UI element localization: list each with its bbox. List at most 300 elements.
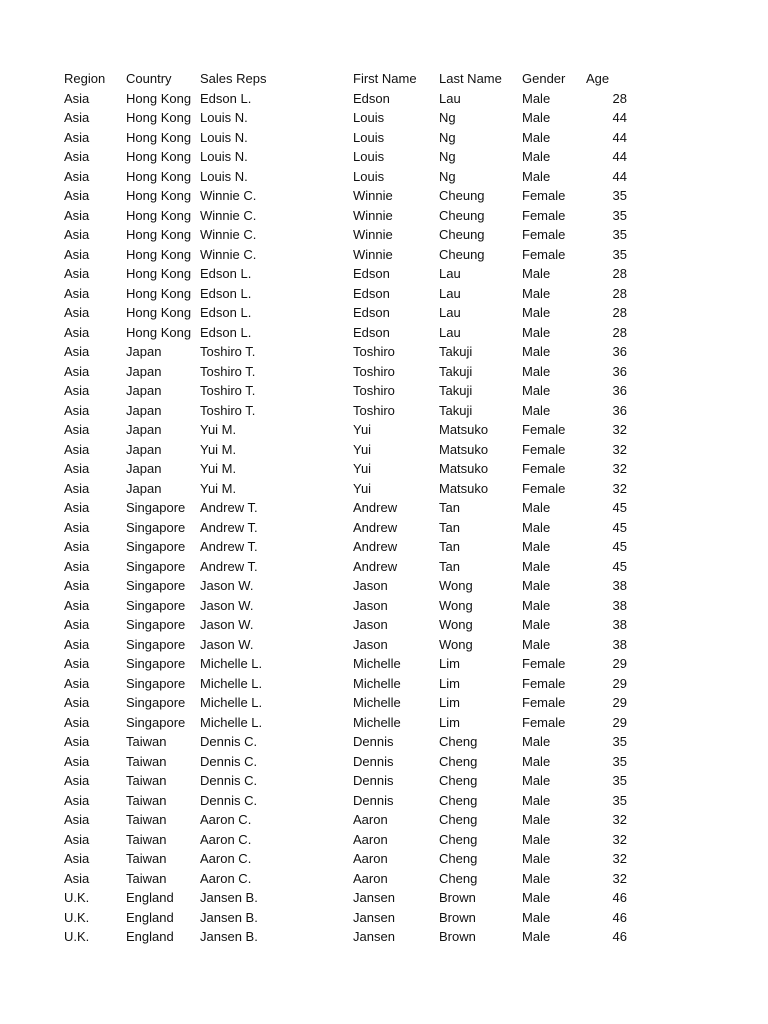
region-cell: Asia: [64, 227, 90, 242]
last-name-cell: Tan: [439, 519, 460, 535]
region-cell: U.K.: [64, 890, 90, 905]
sales-rep-cell: Yui M.: [200, 461, 237, 476]
table-row: [64, 752, 627, 772]
region-cell: Asia: [64, 344, 90, 359]
country-cell: Hong Kong: [126, 227, 192, 242]
last-name-cell: Lau: [439, 90, 461, 106]
country-cell: Hong Kong: [126, 305, 192, 320]
table-row: [64, 323, 627, 343]
age-cell: 35: [612, 773, 627, 788]
sales-rep-cell: Jason W.: [200, 617, 254, 632]
country-cell: Hong Kong: [126, 285, 192, 301]
age-cell: 28: [612, 305, 627, 320]
last-name-cell: Takuji: [439, 363, 473, 379]
last-name-cell: Cheng: [439, 831, 478, 847]
gender-cell: Male: [522, 812, 551, 827]
region-cell: Asia: [64, 90, 90, 106]
sales-rep-cell: Toshiro T.: [200, 344, 256, 359]
country-cell: Singapore: [126, 578, 186, 593]
country-cell: Singapore: [126, 714, 186, 730]
sales-rep-cell: Andrew T.: [200, 558, 258, 574]
gender-cell: Male: [522, 344, 551, 359]
last-name-cell: Cheng: [439, 870, 478, 886]
sales-rep-cell: Louis N.: [200, 110, 248, 125]
age-cell: 32: [612, 812, 627, 827]
region-cell: Asia: [64, 617, 90, 632]
gender-cell: Male: [522, 578, 551, 593]
country-cell: Japan: [126, 461, 162, 476]
table-row: [64, 615, 627, 635]
last-name-cell: Ng: [439, 149, 456, 164]
gender-cell: Male: [522, 363, 551, 379]
table-row: [64, 264, 627, 284]
first-name-cell: Yui: [353, 422, 372, 437]
last-name-cell: Tan: [439, 539, 460, 554]
first-name-cell: Edson: [353, 285, 390, 301]
table-row: [64, 186, 627, 206]
sales-rep-cell: Edson L.: [200, 266, 252, 281]
last-name-cell: Wong: [439, 578, 473, 593]
first-name-cell: Jansen: [353, 909, 395, 925]
gender-cell: Female: [522, 246, 566, 262]
first-name-cell: Jason: [353, 597, 388, 613]
last-name-cell: Lau: [439, 305, 461, 320]
last-name-cell: Lim: [439, 714, 460, 730]
table-row: [64, 693, 627, 713]
gender-cell: Female: [522, 207, 566, 223]
table-row: [64, 732, 627, 752]
sales-rep-cell: Aaron C.: [200, 870, 252, 886]
first-name-cell: Aaron: [353, 831, 388, 847]
last-name-cell: Tan: [439, 500, 460, 515]
region-cell: Asia: [64, 519, 90, 535]
sales-rep-cell: Jason W.: [200, 578, 254, 593]
region-cell: Asia: [64, 578, 90, 593]
region-cell: Asia: [64, 773, 90, 788]
country-cell: Singapore: [126, 617, 186, 632]
gender-cell: Male: [522, 500, 551, 515]
gender-cell: Female: [522, 695, 566, 710]
region-cell: Asia: [64, 792, 90, 808]
gender-cell: Male: [522, 909, 551, 925]
region-cell: Asia: [64, 480, 90, 496]
gender-cell: Male: [522, 129, 551, 145]
country-cell: Japan: [126, 422, 162, 437]
country-cell: Hong Kong: [126, 149, 192, 164]
gender-cell: Male: [522, 597, 551, 613]
region-cell: Asia: [64, 695, 90, 710]
country-cell: Taiwan: [126, 773, 167, 788]
age-cell: 28: [612, 266, 627, 281]
first-name-cell: Yui: [353, 480, 372, 496]
region-cell: Asia: [64, 246, 90, 262]
table-row: [64, 498, 627, 518]
region-cell: Asia: [64, 441, 90, 457]
gender-cell: Female: [522, 188, 566, 203]
age-cell: 29: [612, 675, 627, 691]
first-name-cell: Winnie: [353, 188, 393, 203]
sales-rep-cell: Jansen B.: [200, 909, 258, 925]
table-row: [64, 147, 627, 167]
age-cell: 29: [612, 714, 627, 730]
age-cell: 28: [612, 324, 627, 340]
first-name-cell: Louis: [353, 168, 385, 184]
age-cell: 46: [612, 890, 627, 905]
first-name-cell: Jason: [353, 578, 388, 593]
first-name-cell: Edson: [353, 305, 390, 320]
sales-rep-cell: Yui M.: [200, 422, 237, 437]
region-cell: Asia: [64, 305, 90, 320]
gender-cell: Male: [522, 305, 551, 320]
table-row: [64, 342, 627, 362]
age-cell: 32: [612, 461, 627, 476]
country-cell: Japan: [126, 402, 162, 418]
age-cell: 45: [612, 558, 627, 574]
table-row: [64, 791, 627, 811]
sales-rep-cell: Jansen B.: [200, 929, 258, 944]
sales-rep-cell: Jason W.: [200, 597, 254, 613]
first-name-cell: Jansen: [353, 929, 395, 944]
sales-rep-cell: Yui M.: [200, 480, 237, 496]
region-cell: U.K.: [64, 909, 90, 925]
table-row: [64, 479, 627, 499]
first-name-cell: Louis: [353, 149, 385, 164]
header-last-name: Last Name: [439, 71, 502, 86]
last-name-cell: Brown: [439, 890, 476, 905]
table-row: [64, 908, 627, 928]
sales-rep-cell: Edson L.: [200, 324, 252, 340]
gender-cell: Male: [522, 773, 551, 788]
table-row: [64, 830, 627, 850]
gender-cell: Male: [522, 519, 551, 535]
first-name-cell: Dennis: [353, 792, 394, 808]
age-cell: 35: [612, 753, 627, 769]
country-cell: Taiwan: [126, 792, 167, 808]
gender-cell: Male: [522, 929, 551, 944]
table-row: [64, 108, 627, 128]
sales-rep-cell: Yui M.: [200, 441, 237, 457]
gender-cell: Male: [522, 870, 551, 886]
region-cell: Asia: [64, 363, 90, 379]
sales-rep-cell: Dennis C.: [200, 753, 258, 769]
last-name-cell: Brown: [439, 929, 476, 944]
gender-cell: Female: [522, 480, 566, 496]
gender-cell: Male: [522, 792, 551, 808]
first-name-cell: Winnie: [353, 246, 393, 262]
sales-rep-cell: Andrew T.: [200, 519, 258, 535]
age-cell: 36: [612, 383, 627, 398]
country-cell: Singapore: [126, 539, 186, 554]
last-name-cell: Cheung: [439, 207, 485, 223]
first-name-cell: Toshiro: [353, 363, 395, 379]
table-row: [64, 459, 627, 479]
age-cell: 46: [612, 929, 627, 944]
region-cell: Asia: [64, 500, 90, 515]
age-cell: 35: [612, 188, 627, 203]
age-cell: 36: [612, 363, 627, 379]
gender-cell: Male: [522, 831, 551, 847]
country-cell: England: [126, 890, 174, 905]
last-name-cell: Cheung: [439, 227, 485, 242]
sales-rep-cell: Dennis C.: [200, 734, 258, 749]
region-cell: Asia: [64, 851, 90, 866]
country-cell: Taiwan: [126, 851, 167, 866]
table-row: [64, 869, 627, 889]
gender-cell: Male: [522, 636, 551, 652]
region-cell: Asia: [64, 636, 90, 652]
table-row: [64, 245, 627, 265]
sales-rep-cell: Toshiro T.: [200, 402, 256, 418]
gender-cell: Male: [522, 402, 551, 418]
country-cell: Singapore: [126, 519, 186, 535]
gender-cell: Male: [522, 753, 551, 769]
region-cell: Asia: [64, 831, 90, 847]
region-cell: Asia: [64, 597, 90, 613]
region-cell: Asia: [64, 656, 90, 671]
age-cell: 44: [612, 129, 627, 145]
age-cell: 38: [612, 636, 627, 652]
age-cell: 35: [612, 246, 627, 262]
table-row: [64, 927, 627, 947]
sales-rep-cell: Aaron C.: [200, 812, 252, 827]
age-cell: 32: [612, 831, 627, 847]
gender-cell: Female: [522, 656, 566, 671]
gender-cell: Male: [522, 324, 551, 340]
last-name-cell: Matsuko: [439, 441, 489, 457]
region-cell: U.K.: [64, 929, 90, 944]
first-name-cell: Andrew: [353, 558, 398, 574]
first-name-cell: Louis: [353, 110, 385, 125]
last-name-cell: Wong: [439, 617, 473, 632]
sales-rep-cell: Edson L.: [200, 285, 252, 301]
country-cell: Hong Kong: [126, 266, 192, 281]
first-name-cell: Winnie: [353, 227, 393, 242]
last-name-cell: Cheng: [439, 792, 478, 808]
gender-cell: Male: [522, 383, 551, 398]
first-name-cell: Dennis: [353, 734, 394, 749]
last-name-cell: Matsuko: [439, 422, 489, 437]
gender-cell: Female: [522, 227, 566, 242]
age-cell: 36: [612, 344, 627, 359]
gender-cell: Female: [522, 714, 566, 730]
age-cell: 45: [612, 519, 627, 535]
table-row: [64, 89, 627, 109]
table-row: [64, 713, 627, 733]
country-cell: Japan: [126, 480, 162, 496]
region-cell: Asia: [64, 266, 90, 281]
age-cell: 35: [612, 227, 627, 242]
gender-cell: Male: [522, 734, 551, 749]
country-cell: Taiwan: [126, 831, 167, 847]
gender-cell: Male: [522, 851, 551, 866]
region-cell: Asia: [64, 422, 90, 437]
sales-rep-cell: Aaron C.: [200, 851, 252, 866]
first-name-cell: Edson: [353, 266, 390, 281]
table-row: [64, 401, 627, 421]
table-row: [64, 576, 627, 596]
header-first-name: First Name: [353, 71, 417, 86]
last-name-cell: Matsuko: [439, 461, 489, 476]
sales-rep-cell: Jason W.: [200, 636, 254, 652]
last-name-cell: Cheung: [439, 246, 485, 262]
header-country: Country: [126, 71, 172, 86]
table-row: [64, 381, 627, 401]
age-cell: 32: [612, 480, 627, 496]
first-name-cell: Jason: [353, 636, 388, 652]
first-name-cell: Aaron: [353, 812, 388, 827]
first-name-cell: Yui: [353, 441, 372, 457]
first-name-cell: Edson: [353, 324, 390, 340]
last-name-cell: Cheng: [439, 812, 478, 827]
sales-rep-cell: Jansen B.: [200, 890, 258, 905]
last-name-cell: Lau: [439, 266, 461, 281]
gender-cell: Male: [522, 110, 551, 125]
last-name-cell: Cheng: [439, 734, 478, 749]
last-name-cell: Matsuko: [439, 480, 489, 496]
last-name-cell: Ng: [439, 168, 456, 184]
country-cell: Singapore: [126, 636, 186, 652]
country-cell: Singapore: [126, 558, 186, 574]
sales-rep-cell: Dennis C.: [200, 792, 258, 808]
last-name-cell: Ng: [439, 110, 456, 125]
table-row: [64, 225, 627, 245]
region-cell: Asia: [64, 812, 90, 827]
country-cell: Hong Kong: [126, 246, 192, 262]
gender-cell: Female: [522, 422, 566, 437]
age-cell: 32: [612, 441, 627, 457]
region-cell: Asia: [64, 870, 90, 886]
table-row: [64, 440, 627, 460]
region-cell: Asia: [64, 558, 90, 574]
table-row: [64, 206, 627, 226]
gender-cell: Male: [522, 558, 551, 574]
first-name-cell: Aaron: [353, 870, 388, 886]
country-cell: Singapore: [126, 597, 186, 613]
region-cell: Asia: [64, 714, 90, 730]
gender-cell: Male: [522, 617, 551, 632]
sales-rep-cell: Louis N.: [200, 168, 248, 184]
first-name-cell: Dennis: [353, 753, 394, 769]
last-name-cell: Cheung: [439, 188, 485, 203]
region-cell: Asia: [64, 285, 90, 301]
country-cell: Japan: [126, 383, 162, 398]
table-row: [64, 771, 627, 791]
age-cell: 44: [612, 149, 627, 164]
first-name-cell: Andrew: [353, 519, 398, 535]
age-cell: 45: [612, 539, 627, 554]
country-cell: Singapore: [126, 675, 186, 691]
first-name-cell: Andrew: [353, 539, 398, 554]
first-name-cell: Aaron: [353, 851, 388, 866]
age-cell: 32: [612, 851, 627, 866]
age-cell: 45: [612, 500, 627, 515]
first-name-cell: Andrew: [353, 500, 398, 515]
age-cell: 44: [612, 110, 627, 125]
age-cell: 35: [612, 207, 627, 223]
first-name-cell: Michelle: [353, 695, 401, 710]
header-row: [64, 69, 627, 89]
last-name-cell: Cheng: [439, 851, 478, 866]
sales-rep-cell: Michelle L.: [200, 656, 263, 671]
age-cell: 32: [612, 422, 627, 437]
region-cell: Asia: [64, 734, 90, 749]
sales-reps-table: [64, 69, 627, 947]
first-name-cell: Winnie: [353, 207, 393, 223]
table-row: [64, 303, 627, 323]
first-name-cell: Jason: [353, 617, 388, 632]
gender-cell: Male: [522, 539, 551, 554]
country-cell: Hong Kong: [126, 188, 192, 203]
table-row: [64, 810, 627, 830]
table-row: [64, 888, 627, 908]
country-cell: Hong Kong: [126, 207, 192, 223]
sales-rep-cell: Michelle L.: [200, 695, 263, 710]
country-cell: Taiwan: [126, 812, 167, 827]
age-cell: 29: [612, 656, 627, 671]
age-cell: 32: [612, 870, 627, 886]
sales-rep-cell: Andrew T.: [200, 500, 258, 515]
last-name-cell: Wong: [439, 636, 473, 652]
table-row: [64, 362, 627, 382]
first-name-cell: Yui: [353, 461, 372, 476]
table-row: [64, 284, 627, 304]
table-row: [64, 635, 627, 655]
first-name-cell: Michelle: [353, 714, 401, 730]
last-name-cell: Tan: [439, 558, 460, 574]
last-name-cell: Takuji: [439, 383, 473, 398]
gender-cell: Female: [522, 461, 566, 476]
country-cell: Hong Kong: [126, 168, 192, 184]
header-gender: Gender: [522, 71, 566, 86]
gender-cell: Female: [522, 441, 566, 457]
age-cell: 35: [612, 792, 627, 808]
sales-rep-cell: Winnie C.: [200, 227, 257, 242]
sales-rep-cell: Winnie C.: [200, 246, 257, 262]
table-row: [64, 420, 627, 440]
age-cell: 28: [612, 90, 627, 106]
sales-rep-cell: Winnie C.: [200, 207, 257, 223]
gender-cell: Male: [522, 285, 551, 301]
age-cell: 38: [612, 617, 627, 632]
first-name-cell: Jansen: [353, 890, 395, 905]
country-cell: Taiwan: [126, 734, 167, 749]
sales-rep-cell: Louis N.: [200, 129, 248, 145]
age-cell: 38: [612, 597, 627, 613]
age-cell: 35: [612, 734, 627, 749]
age-cell: 46: [612, 909, 627, 925]
region-cell: Asia: [64, 149, 90, 164]
country-cell: Taiwan: [126, 870, 167, 886]
first-name-cell: Dennis: [353, 773, 394, 788]
last-name-cell: Lau: [439, 285, 461, 301]
header-age: Age: [586, 71, 610, 86]
last-name-cell: Lau: [439, 324, 461, 340]
region-cell: Asia: [64, 402, 90, 418]
data-sheet: [64, 69, 627, 947]
sales-rep-cell: Toshiro T.: [200, 383, 256, 398]
country-cell: Hong Kong: [126, 110, 192, 125]
region-cell: Asia: [64, 539, 90, 554]
table-row: [64, 674, 627, 694]
first-name-cell: Michelle: [353, 656, 401, 671]
last-name-cell: Wong: [439, 597, 473, 613]
country-cell: Taiwan: [126, 753, 167, 769]
first-name-cell: Louis: [353, 129, 385, 145]
table-row: [64, 654, 627, 674]
region-cell: Asia: [64, 461, 90, 476]
table-row: [64, 557, 627, 577]
gender-cell: Male: [522, 890, 551, 905]
